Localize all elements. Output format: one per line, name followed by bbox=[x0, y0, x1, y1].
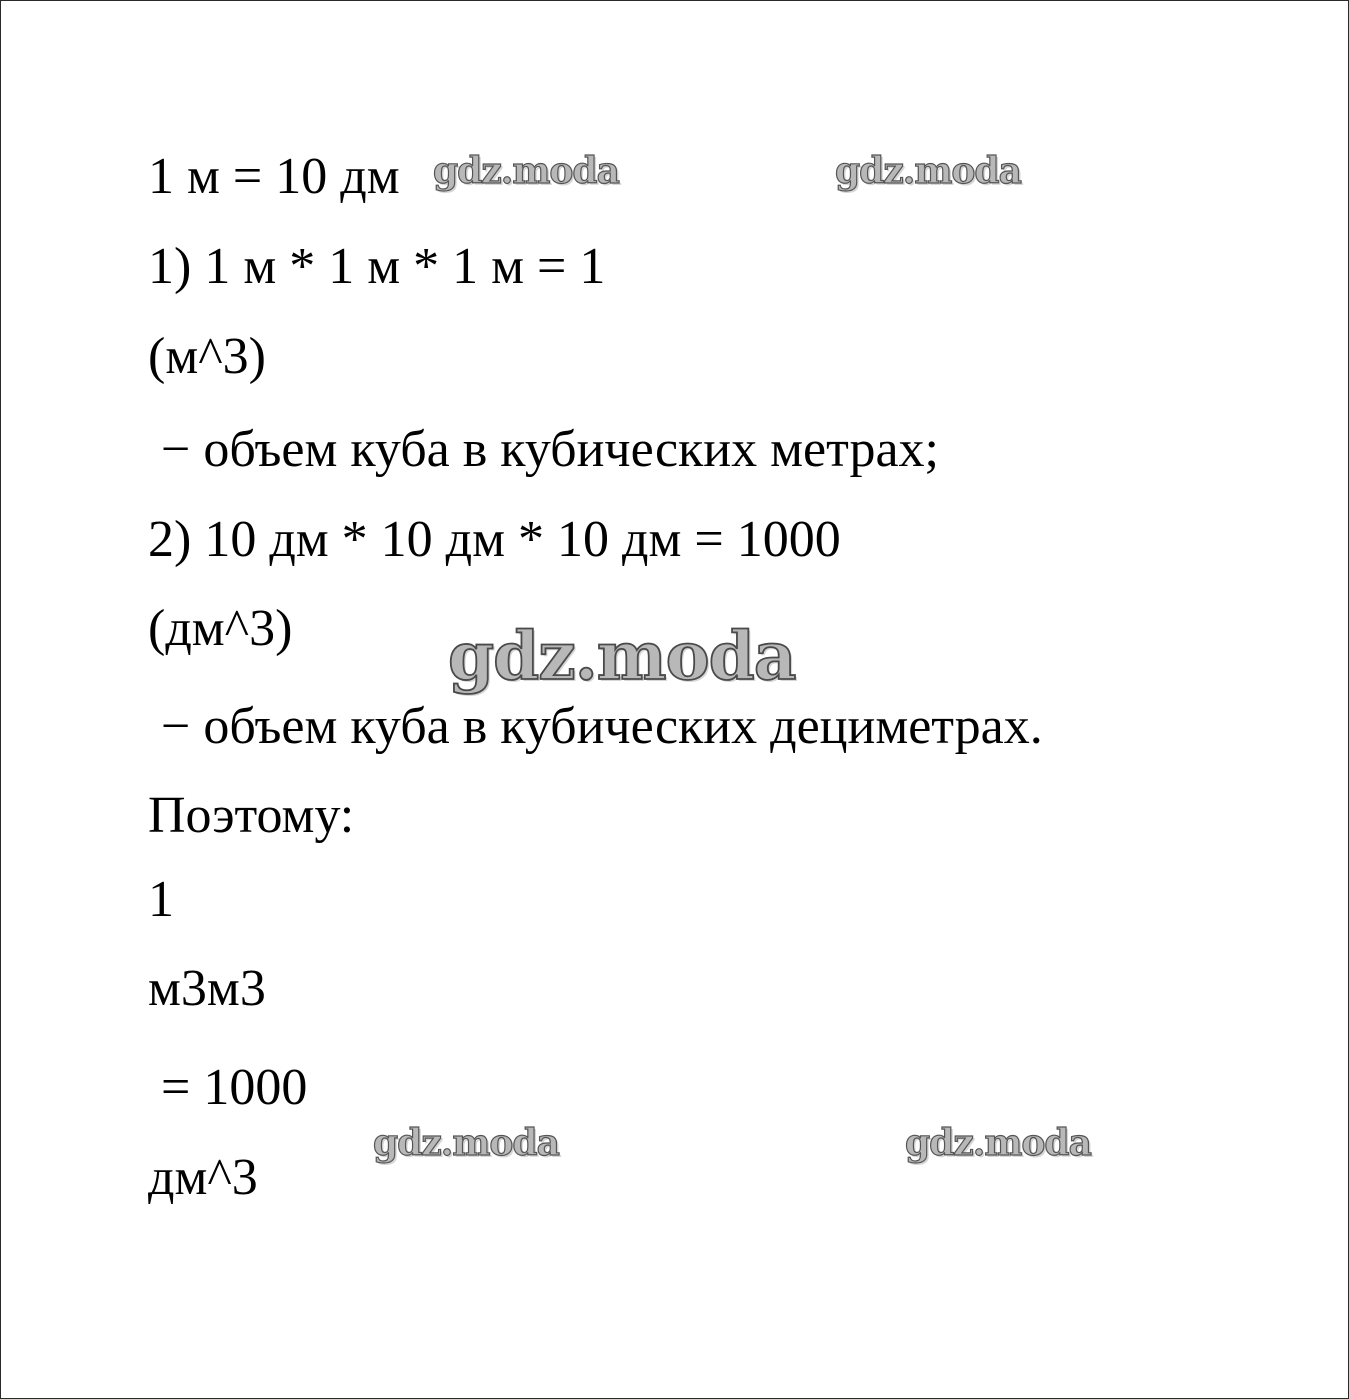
step-1-equation: 1) 1 м * 1 м * 1 м = 1 bbox=[148, 238, 606, 295]
step-1-description: − объем куба в кубических метрах; bbox=[148, 421, 939, 478]
conclusion-label: Поэтому: bbox=[148, 787, 355, 844]
watermark: gdz.moda bbox=[373, 1122, 559, 1164]
conclusion-unit: м3м3 bbox=[148, 960, 266, 1017]
conclusion-value: 1 bbox=[148, 871, 174, 928]
watermark: gdz.moda bbox=[448, 617, 796, 695]
step-2-description: − объем куба в кубических дециметрах. bbox=[148, 698, 1043, 755]
step-2-unit: (дм^3) bbox=[148, 600, 293, 657]
conclusion-result: = 1000 bbox=[148, 1059, 308, 1116]
watermark: gdz.moda bbox=[835, 150, 1021, 192]
watermark: gdz.moda bbox=[905, 1122, 1091, 1164]
step-2-equation: 2) 10 дм * 10 дм * 10 дм = 1000 bbox=[148, 511, 841, 568]
step-1-unit: (м^3) bbox=[148, 328, 266, 385]
watermark: gdz.moda bbox=[433, 150, 619, 192]
conclusion-result-unit: дм^3 bbox=[148, 1149, 258, 1206]
unit-conversion-line: 1 м = 10 дм bbox=[148, 148, 400, 205]
